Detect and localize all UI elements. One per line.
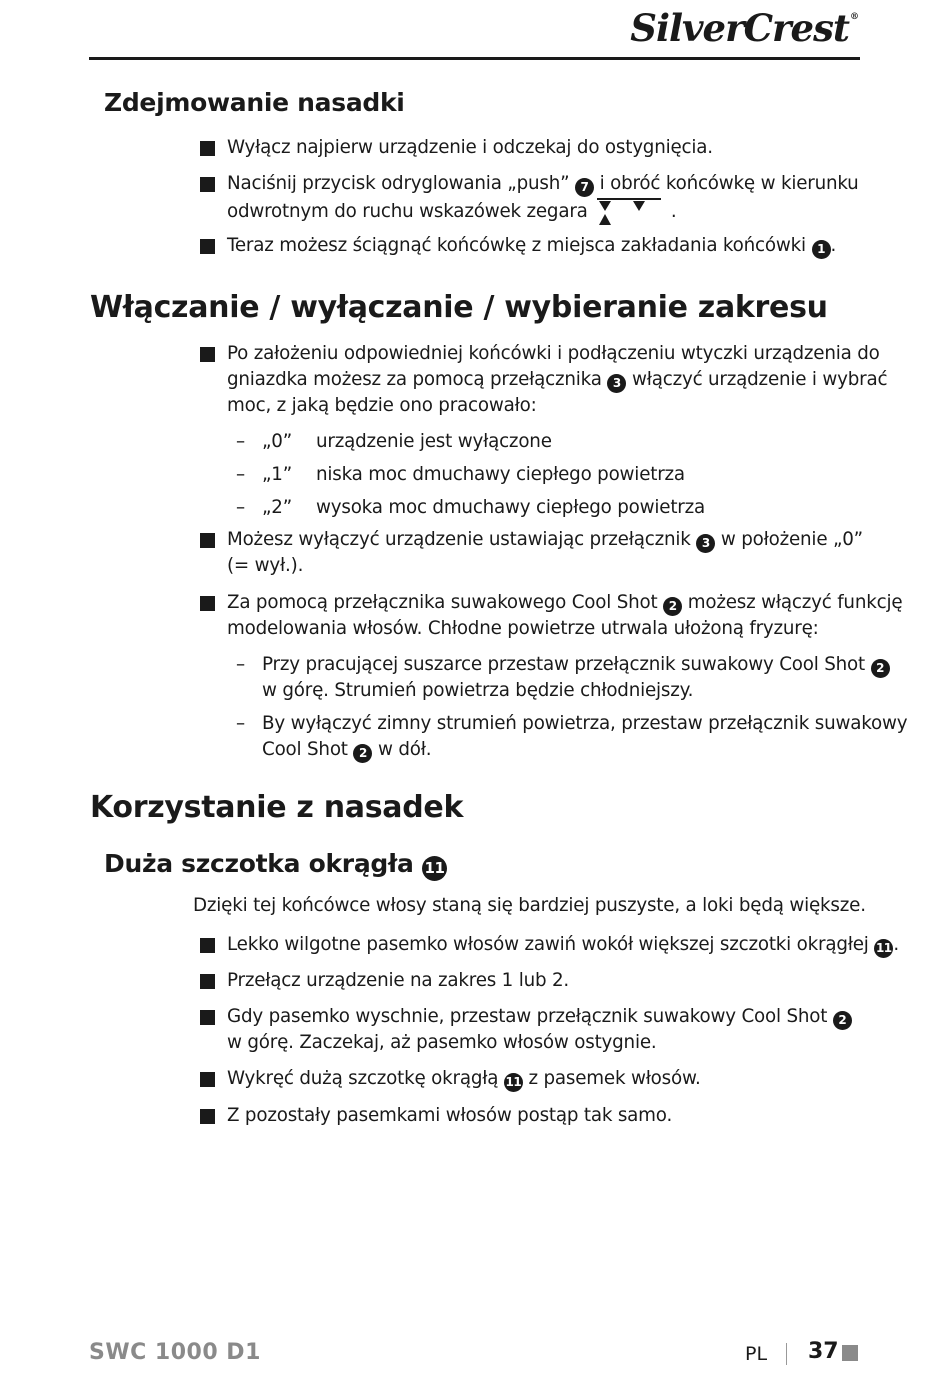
header-rule xyxy=(89,57,860,60)
part-number-badge: 11 xyxy=(504,1073,523,1092)
part-number-badge: 11 xyxy=(874,939,893,958)
part-number-badge: 7 xyxy=(575,178,594,197)
list-item: Za pomocą przełącznika suwakowego Cool Shot 2 możesz włączyć funkcję xyxy=(227,590,902,616)
bullet-icon xyxy=(200,533,215,548)
list-item-continuation: (= wył.). xyxy=(227,555,304,576)
level-key: „0” xyxy=(262,431,292,452)
part-number-badge: 11 xyxy=(422,856,447,881)
heading-using-attachments: Korzystanie z nasadek xyxy=(90,790,464,825)
footer-page-number: 37 xyxy=(808,1339,839,1364)
list-item: Teraz możesz ściągnąć końcówkę z miejsca zakładania końcówki 1 . xyxy=(227,233,836,259)
part-number-badge: 3 xyxy=(696,534,715,553)
list-item: Wykręć dużą szczotkę okrągłą 11 z pasemek włosów. xyxy=(227,1066,701,1092)
bullet-icon xyxy=(200,1109,215,1124)
footer-separator xyxy=(786,1343,787,1365)
bullet-icon xyxy=(200,177,215,192)
list-item-continuation: moc, z jaką będzie ono pracowało: xyxy=(227,395,537,416)
bullet-icon xyxy=(200,239,215,254)
footer-square-icon xyxy=(842,1345,858,1361)
list-item: Gdy pasemko wyschnie, przestaw przełącznik suwakowy Cool Shot 2 xyxy=(227,1004,852,1030)
level-description: niska moc dmuchawy ciepłego powietrza xyxy=(316,464,685,485)
level-dash: – xyxy=(236,464,245,485)
level-key: „2” xyxy=(262,497,292,518)
part-number-badge: 2 xyxy=(871,659,890,678)
list-item: Lekko wilgotne pasemko włosów zawiń wokół większej szczotki okrągłej 11. xyxy=(227,932,899,958)
list-item-continuation: modelowania włosów. Chłodne powietrze utrwala ułożoną fryzurę: xyxy=(227,618,819,639)
bullet-icon xyxy=(200,596,215,611)
level-description: wysoka moc dmuchawy ciepłego powietrza xyxy=(316,497,706,518)
sub-list-item: By wyłączyć zimny strumień powietrza, przestaw przełącznik suwakowy xyxy=(262,713,908,734)
list-item: Po założeniu odpowiedniej końcówki i podłączeniu wtyczki urządzenia do xyxy=(227,343,880,364)
sub-list-item-continuation: Cool Shot 2 w dół. xyxy=(262,737,431,763)
sub-item-dash: – xyxy=(236,654,245,675)
brand-logo: SilverCrest® xyxy=(630,6,858,50)
list-item: Naciśnij przycisk odryglowania „push” 7 i obróć końcówkę w kierunku xyxy=(227,171,859,197)
sub-list-item-continuation: w górę. Strumień powietrza będzie chłodniejszy. xyxy=(262,680,694,701)
bullet-icon xyxy=(200,347,215,362)
level-dash: – xyxy=(236,497,245,518)
heading-switch-on-off: Włączanie / wyłączanie / wybieranie zakresu xyxy=(90,290,828,325)
footer-language: PL xyxy=(745,1343,768,1365)
list-item: Przełącz urządzenie na zakres 1 lub 2. xyxy=(227,970,570,991)
list-item: Możesz wyłączyć urządzenie ustawiając przełącznik 3 w położenie „0” xyxy=(227,527,863,553)
part-number-badge: 2 xyxy=(663,597,682,616)
sub-list-item: Przy pracującej suszarce przestaw przełącznik suwakowy Cool Shot 2 xyxy=(262,652,890,678)
part-number-badge: 2 xyxy=(353,744,372,763)
list-item-continuation: w górę. Zaczekaj, aż pasemko włosów ostygnie. xyxy=(227,1032,657,1053)
bullet-icon xyxy=(200,974,215,989)
rotate-counterclockwise-icon xyxy=(595,197,663,235)
list-item: Wyłącz najpierw urządzenie i odczekaj do ostygnięcia. xyxy=(227,137,713,158)
part-number-badge: 3 xyxy=(607,374,626,393)
level-description: urządzenie jest wyłączone xyxy=(316,431,552,452)
bullet-icon xyxy=(200,1010,215,1025)
part-number-badge: 1 xyxy=(812,240,831,259)
list-item: Z pozostały pasemkami włosów postąp tak samo. xyxy=(227,1105,673,1126)
list-item-continuation: odwrotnym do ruchu wskazówek zegara . xyxy=(227,197,677,235)
heading-large-round-brush: Duża szczotka okrągła 11 xyxy=(104,849,447,881)
intro-paragraph: Dzięki tej końcówce włosy staną się bardziej puszyste, a loki będą większe. xyxy=(193,895,866,916)
sub-item-dash: – xyxy=(236,713,245,734)
part-number-badge: 2 xyxy=(833,1011,852,1030)
list-item-continuation: gniazdka możesz za pomocą przełącznika 3 włączyć urządzenie i wybrać xyxy=(227,367,887,393)
bullet-icon xyxy=(200,1072,215,1087)
level-key: „1” xyxy=(262,464,292,485)
bullet-icon xyxy=(200,141,215,156)
footer-model-number: SWC 1000 D1 xyxy=(89,1340,261,1365)
heading-remove-attachment: Zdejmowanie nasadki xyxy=(104,88,405,117)
bullet-icon xyxy=(200,938,215,953)
level-dash: – xyxy=(236,431,245,452)
